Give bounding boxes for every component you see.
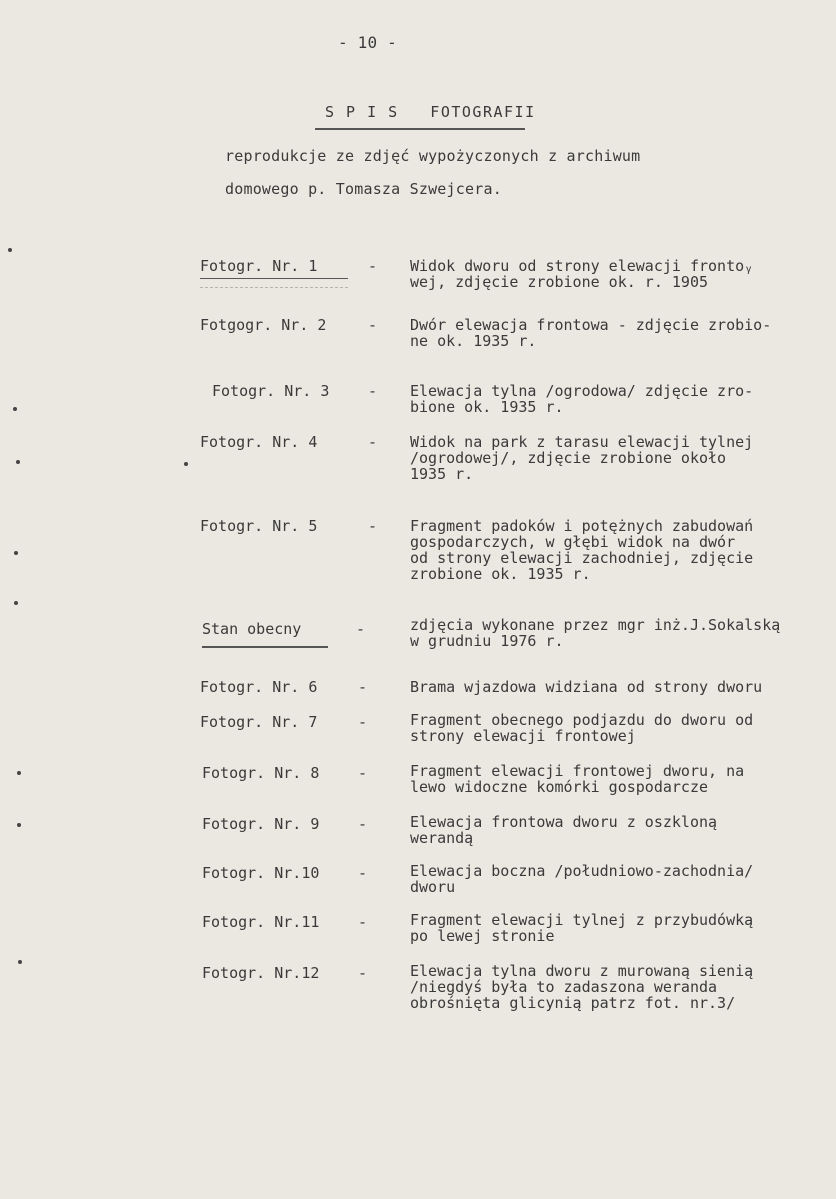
scan-speck bbox=[17, 823, 21, 827]
scan-speck bbox=[8, 248, 12, 252]
entry-label: Fotogr. Nr. 6 bbox=[200, 678, 318, 696]
entry-dash: - bbox=[368, 257, 378, 275]
entry-label: Fotogr. Nr.12 bbox=[202, 964, 320, 982]
entry-underline bbox=[200, 278, 348, 279]
subtitle-line-2: domowego p. Tomasza Szwejcera. bbox=[225, 180, 502, 198]
entry-description: Elewacja boczna /południowo-zachodnia/ dworu bbox=[410, 862, 754, 896]
section-underline bbox=[202, 646, 328, 648]
entry-description: Fragment elewacji tylnej z przybudówką po lewej stronie bbox=[410, 911, 754, 945]
scan-speck bbox=[184, 462, 188, 466]
entry-label: Fotogr. Nr. 5 bbox=[200, 517, 318, 535]
entry-dash: - bbox=[368, 433, 378, 451]
entry-description: Fragment elewacji frontowej dworu, na lewo widoczne komórki gospodarcze bbox=[410, 762, 745, 796]
entry-description: Elewacja frontowa dworu z oszkloną werandą bbox=[410, 813, 718, 847]
entry-label: Fotogr. Nr. 1 bbox=[200, 257, 318, 275]
entry-label: Fotogr. Nr. 3 bbox=[212, 382, 330, 400]
scan-speck bbox=[18, 960, 22, 964]
entry-label: Fotogr. Nr. 7 bbox=[200, 713, 318, 731]
entry-description: Dwór elewacja frontowa - zdjęcie zrobio- ne ok. 1935 r. bbox=[410, 316, 772, 350]
entry-dash: - bbox=[356, 620, 366, 638]
scan-speck bbox=[13, 407, 17, 411]
entry-description: Elewacja tylna /ogrodowa/ zdjęcie zro- bione ok. 1935 r. bbox=[410, 382, 754, 416]
scan-speck bbox=[14, 551, 18, 555]
scan-speck bbox=[14, 601, 18, 605]
entry-label: Fotogr. Nr.10 bbox=[202, 864, 320, 882]
page-number: - 10 - bbox=[338, 33, 397, 52]
entry-description: Brama wjazdowa widziana od strony dworu bbox=[410, 678, 763, 696]
entry-dash: - bbox=[358, 964, 368, 982]
entry-dash: - bbox=[368, 382, 378, 400]
entry-dash: - bbox=[358, 764, 368, 782]
section-label: Stan obecny bbox=[202, 620, 302, 638]
entry-description: Elewacja tylna dworu z murowaną sienią /niegdyś była to zadaszona weranda obrośnięta glicynią patrz fot. nr.3/ bbox=[410, 962, 754, 1012]
entry-label: Fotogr. Nr. 4 bbox=[200, 433, 318, 451]
entry-description: Widok na park z tarasu elewacji tylnej /ogrodowej/, zdjęcie zrobione około 1935 r. bbox=[410, 433, 754, 483]
title-underline bbox=[315, 128, 525, 130]
entry-dash: - bbox=[358, 815, 368, 833]
subtitle-line-1: reprodukcje ze zdjęć wypożyczonych z archiwum bbox=[225, 147, 641, 165]
entry-dash: - bbox=[358, 864, 368, 882]
entry-dash: - bbox=[358, 713, 368, 731]
entry-dash: - bbox=[368, 517, 378, 535]
entry-label: Fotgogr. Nr. 2 bbox=[200, 316, 327, 334]
entry-label: Fotogr. Nr. 8 bbox=[202, 764, 320, 782]
scan-speck bbox=[17, 771, 21, 775]
entry-underline-faint bbox=[200, 287, 348, 288]
page-title: S P I S FOTOGRAFII bbox=[325, 103, 536, 121]
entry-description: Fragment padoków i potężnych zabudowań gospodarczych, w głębi widok na dwór od strony elewacji zachodniej, zdjęcie zrobione ok. 1935 r. bbox=[410, 517, 754, 583]
entry-dash: - bbox=[358, 678, 368, 696]
entry-description: zdjęcia wykonane przez mgr inż.J.Sokalską w grudniu 1976 r. bbox=[410, 616, 781, 650]
scan-speck bbox=[16, 460, 20, 464]
entry-description: Fragment obecnego podjazdu do dworu od strony elewacji frontowej bbox=[410, 711, 754, 745]
entry-dash: - bbox=[358, 913, 368, 931]
entry-dash: - bbox=[368, 316, 378, 334]
entry-description: Widok dworu od strony elewacji frontoᵧ wej, zdjęcie zrobione ok. r. 1905 bbox=[410, 257, 754, 291]
entry-label: Fotogr. Nr. 9 bbox=[202, 815, 320, 833]
entry-label: Fotogr. Nr.11 bbox=[202, 913, 320, 931]
